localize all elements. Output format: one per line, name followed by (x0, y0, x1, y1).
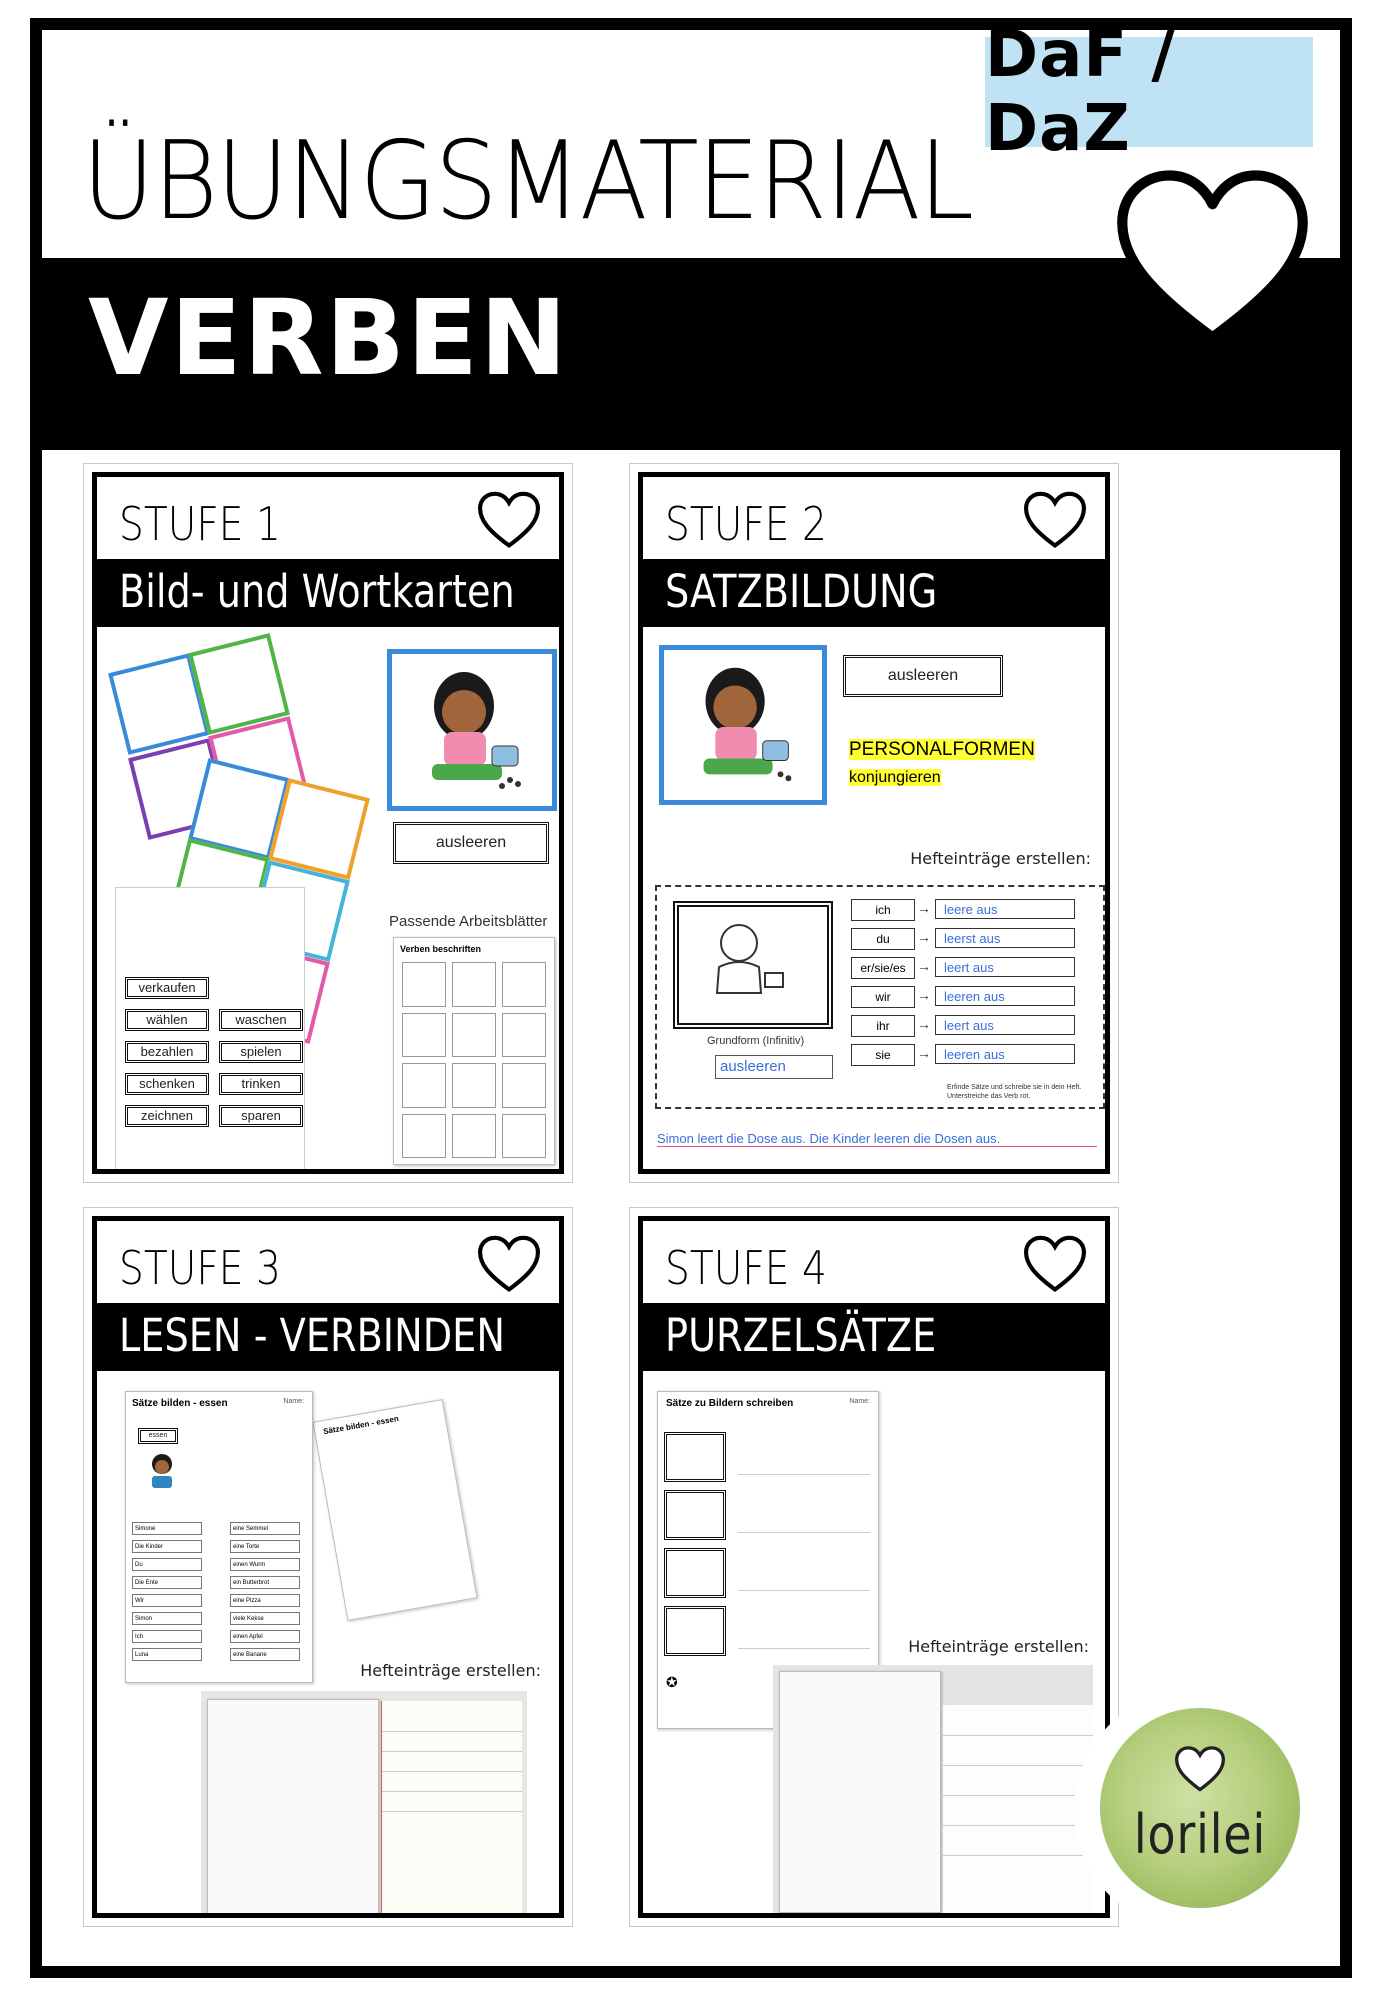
object-cell: ein Butterbrot (230, 1576, 300, 1589)
panel-heading: Bild- und Wortkarten (119, 565, 515, 618)
word-card: sparen (219, 1105, 303, 1127)
pronoun-cell: ich (851, 899, 915, 921)
word-card: ausleeren (393, 822, 549, 864)
pronoun-cell: du (851, 928, 915, 950)
word-card: essen (138, 1428, 178, 1444)
stufe-label: STUFE 4 (665, 1241, 827, 1295)
connector-icon: → (917, 1016, 931, 1032)
worksheet-preview (125, 1391, 313, 1683)
picture-frame (664, 1432, 726, 1482)
object-cell: einen Wurm (230, 1558, 300, 1571)
outline-picture (673, 901, 833, 1029)
girl-pouring-illustration (664, 650, 822, 798)
verb-form-cell: leeren aus (935, 986, 1075, 1006)
subject-cell: Wir (132, 1594, 202, 1607)
subject-cell: Ich (132, 1630, 202, 1643)
word-card: schenken (125, 1073, 209, 1095)
worksheet-title: Sätze bilden - essen (322, 1414, 400, 1437)
heart-outline-icon (1019, 1233, 1091, 1295)
panel-heading-bar (643, 559, 1105, 627)
word-card: ausleeren (843, 655, 1003, 697)
word-card: zeichnen (125, 1105, 209, 1127)
subject-cell: Die Ente (132, 1576, 202, 1589)
conjugation-table (851, 899, 1097, 1079)
heart-outline-icon (1019, 489, 1091, 551)
verb-form-cell: leere aus (935, 899, 1075, 919)
verb-form-cell: leert aus (935, 1015, 1075, 1035)
word-card: waschen (219, 1009, 303, 1031)
notebook-photo (773, 1665, 1093, 1918)
girl-outline-illustration (679, 907, 819, 1015)
main-picture-card (387, 649, 557, 811)
verb-form-cell: leerst aus (935, 928, 1075, 948)
worksheet-name-label: Name: (849, 1398, 870, 1405)
panel-heading: PURZELSÄTZE (665, 1309, 937, 1362)
subject-cell: Du (132, 1558, 202, 1571)
heart-icon (1172, 1744, 1228, 1794)
object-cell: eine Semmel (230, 1522, 300, 1535)
page-title: ÜBUNGSMATERIAL (82, 119, 973, 244)
daf-daz-tag: DaF / DaZ (985, 37, 1313, 147)
word-card: bezahlen (125, 1041, 209, 1063)
panel-stufe-4 (629, 1207, 1119, 1927)
subject-cell: Die Kinder (132, 1540, 202, 1553)
stufe-label: STUFE 1 (119, 497, 281, 551)
star-icon: ✪ (666, 1674, 678, 1690)
object-cell: einen Apfel (230, 1630, 300, 1643)
child-eating-illustration (140, 1450, 186, 1494)
word-card: wählen (125, 1009, 209, 1031)
panel-stufe-3 (83, 1207, 573, 1927)
main-picture-card (659, 645, 827, 805)
word-card: spielen (219, 1041, 303, 1063)
panel-stufe-1 (83, 463, 573, 1183)
object-cell: eine Pizza (230, 1594, 300, 1607)
konjugieren-label: konjungieren (849, 769, 941, 786)
worksheet-title: Verben beschriften (400, 944, 482, 954)
connector-icon: → (917, 987, 931, 1003)
example-sentence: Simon leert die Dose aus. Die Kinder leeren die Dosen aus. (657, 1131, 1097, 1147)
verb-form-cell: leeren aus (935, 1044, 1075, 1064)
connector-icon: → (917, 900, 931, 916)
worksheet-photo (207, 1699, 379, 1918)
worksheet-name-label: Name: (283, 1398, 304, 1405)
grundform-value: ausleeren (715, 1055, 833, 1079)
notebook-page (943, 1705, 1093, 1918)
object-cell: viele Kekse (230, 1612, 300, 1625)
worksheet-preview (393, 937, 555, 1165)
page-subtitle: VERBEN (88, 277, 569, 399)
hefteintraege-label: Hefteinträge erstellen: (360, 1661, 541, 1680)
thumbnail-grid (402, 962, 546, 1158)
connector-icon: → (917, 958, 931, 974)
subject-cell: Simon (132, 1612, 202, 1625)
matching-rows (132, 1522, 306, 1672)
notebook-photo (201, 1691, 527, 1918)
picture-frame (664, 1490, 726, 1540)
panel-heading-bar (643, 1303, 1105, 1371)
panel-heading-bar (97, 1303, 559, 1371)
stufe-label: STUFE 2 (665, 497, 827, 551)
connector-icon: → (917, 929, 931, 945)
subject-cell: Simone (132, 1522, 202, 1535)
verb-form-cell: leert aus (935, 957, 1075, 977)
word-card: verkaufen (125, 977, 209, 999)
lorilei-logo (1100, 1708, 1300, 1908)
notebook-page (381, 1701, 522, 1918)
pronoun-cell: sie (851, 1044, 915, 1066)
pronoun-cell: ihr (851, 1015, 915, 1037)
worksheet-rotated (312, 1399, 477, 1621)
connector-icon: → (917, 1045, 931, 1061)
panel-stufe-2 (629, 463, 1119, 1183)
worksheet-photo (779, 1671, 941, 1913)
object-cell: eine Banane (230, 1648, 300, 1661)
heart-outline-icon (1110, 165, 1315, 350)
worksheet-title: Sätze bilden - essen (132, 1398, 228, 1409)
stufe-label: STUFE 3 (119, 1241, 281, 1295)
logo-text: lorilei (1133, 1803, 1267, 1866)
picture-frame (664, 1548, 726, 1598)
worksheet-caption: Passende Arbeitsblätter (389, 913, 548, 930)
worksheet-title: Sätze zu Bildern schreiben (666, 1398, 794, 1409)
panel-heading: SATZBILDUNG (665, 565, 938, 618)
pronoun-cell: er/sie/es (851, 957, 915, 979)
word-card: trinken (219, 1073, 303, 1095)
pronoun-cell: wir (851, 986, 915, 1008)
picture-frame (664, 1606, 726, 1656)
girl-pouring-illustration (392, 654, 552, 804)
object-cell: eine Torte (230, 1540, 300, 1553)
grundform-label: Grundform (Infinitiv) (707, 1035, 805, 1047)
hefteintraege-label: Hefteinträge erstellen: (910, 849, 1091, 868)
panel-heading: LESEN - VERBINDEN (119, 1309, 505, 1362)
personalformen-label: PERSONALFORMEN (849, 739, 1035, 760)
instruction-text: Erfinde Sätze und schreibe sie in dein Heft. Unterstreiche das Verb rot. (947, 1084, 1082, 1100)
heart-outline-icon (473, 489, 545, 551)
heart-outline-icon (473, 1233, 545, 1295)
hefteintraege-label: Hefteinträge erstellen: (908, 1637, 1089, 1656)
subject-cell: Luna (132, 1648, 202, 1661)
panel-heading-bar (97, 559, 559, 627)
conjugation-box (655, 885, 1105, 1109)
